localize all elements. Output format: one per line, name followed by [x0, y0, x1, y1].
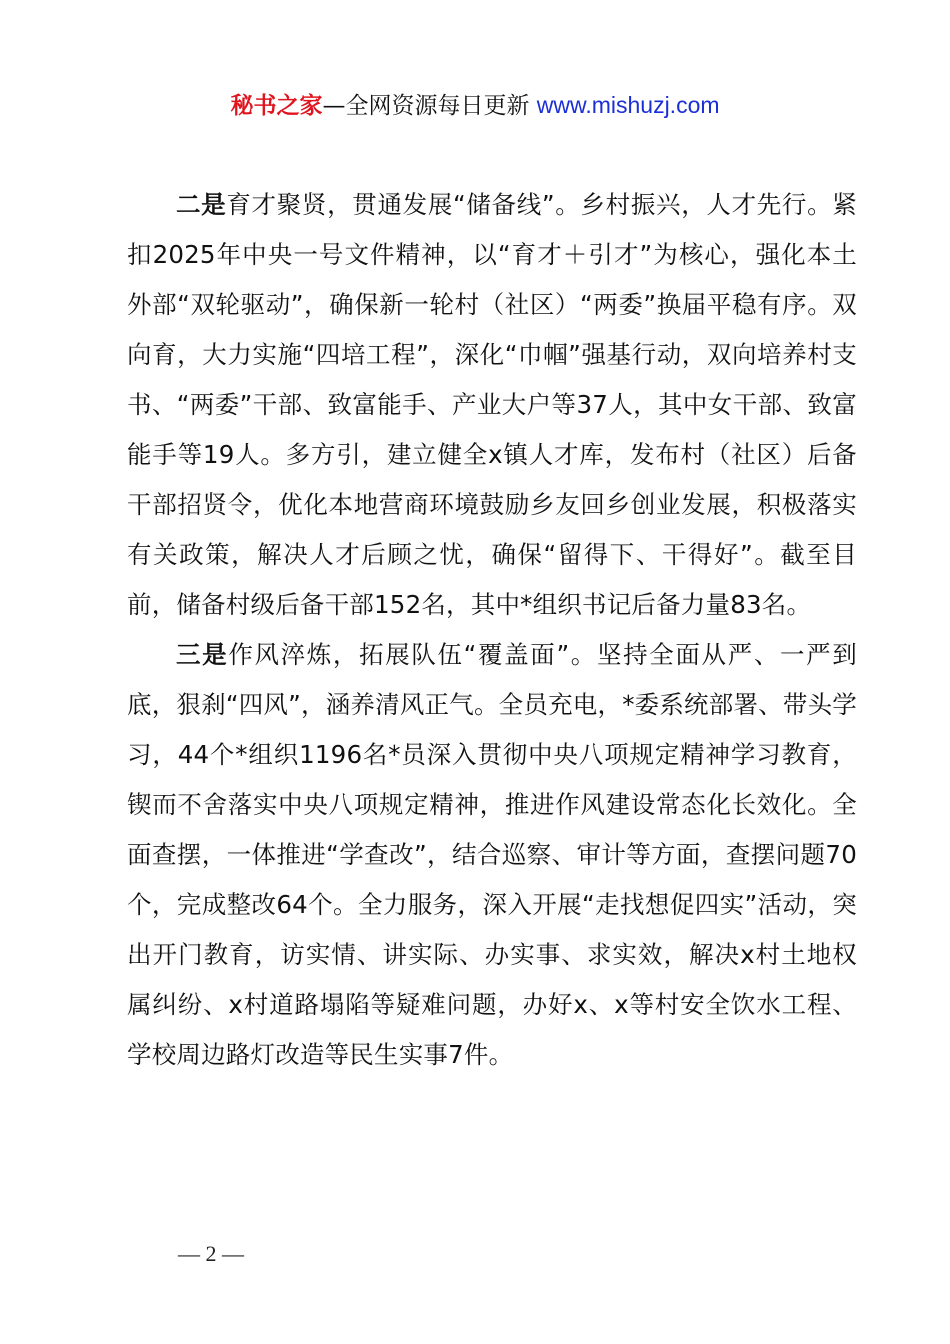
- header-tagline: 全网资源每日更新: [345, 93, 530, 119]
- paragraph-lead: 二是: [176, 190, 227, 219]
- site-url-link[interactable]: www.mishuzj.com: [536, 92, 720, 118]
- header-separator: —: [322, 93, 346, 119]
- paragraph: [127, 630, 857, 1080]
- page-number: — 2 —: [178, 1241, 244, 1266]
- paragraph-text: 作风淬炼，拓展队伍“覆盖面”。坚持全面从严、一严到底，狠刹“四风”，涵养清风正气。全员充电，*委系统部署、带头学习，44个*组织1196名*员深入贯彻中央八项规定精神学习教育，锲而不舍落实中央八项规定精神，推进作风建设常态化长效化。全面查摆，一体推进“学查改”，结合巡察、审计等方面，查摆问题70个，完成整改64个。全力服务，深入开展“走找想促四实”活动，突出开门教育，访实情、讲实际、办实事、求实效，解决x村土地权属纠纷、x村道路塌陷等疑难问题，办好x、x等村安全饮水工程、学校周边路灯改造等民生实事7件。: [127, 640, 857, 1069]
- site-header: [0, 88, 950, 123]
- paragraph-text: 育才聚贤，贯通发展“储备线”。乡村振兴，人才先行。紧扣2025年中央一号文件精神，以“育才＋引才”为核心，强化本土外部“双轮驱动”，确保新一轮村（社区）“两委”换届平稳有序。双向育，大力实施“四培工程”，深化“巾帼”强基行动，双向培养村支书、“两委”干部、致富能手、产业大户等37人，其中女干部、致富能手等19人。多方引，建立健全x镇人才库，发布村（社区）后备干部招贤令，优化本地营商环境鼓励乡友回乡创业发展，积极落实有关政策，解决人才后顾之忧，确保“留得下、干得好”。截至目前，储备村级后备干部152名，其中*组织书记后备力量83名。: [127, 190, 857, 619]
- document-body: [127, 180, 857, 1080]
- paragraph: [127, 180, 857, 630]
- brand-name: 秘书之家: [230, 93, 323, 119]
- paragraph-lead: 三是: [176, 640, 229, 669]
